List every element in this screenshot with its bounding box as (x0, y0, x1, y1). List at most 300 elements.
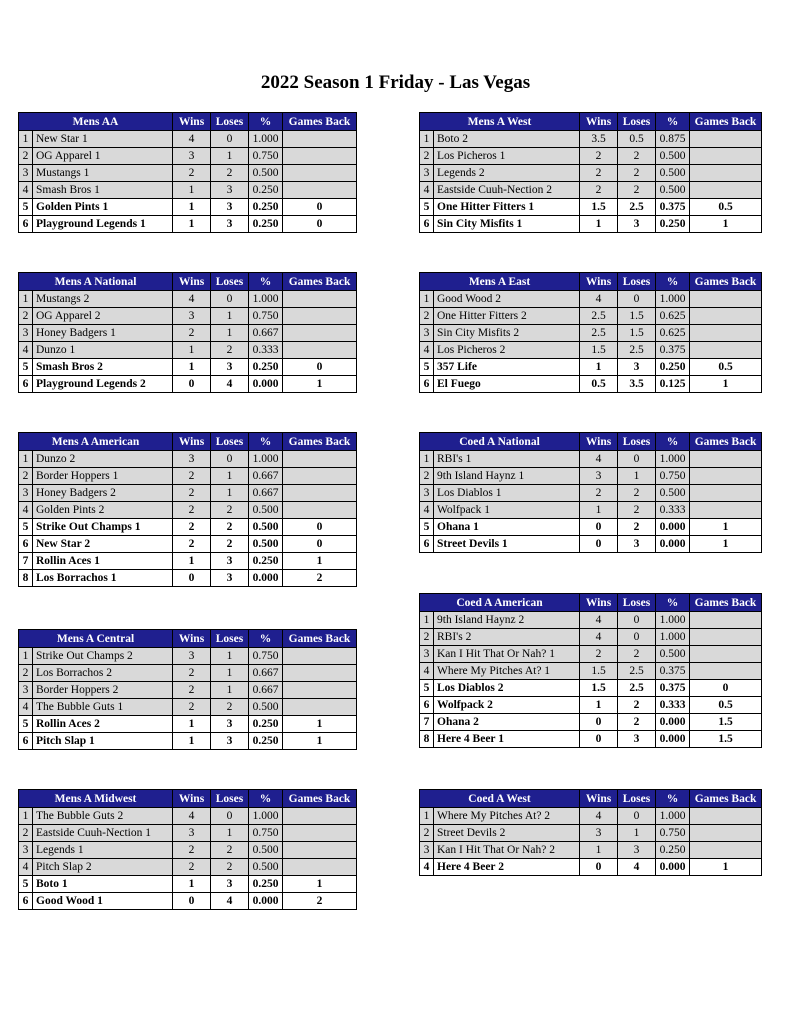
rank-cell: 2 (420, 308, 434, 325)
division-name: Coed A American (420, 594, 580, 612)
header-wins: Wins (173, 433, 211, 451)
table-header-row (19, 433, 357, 451)
table-row (420, 859, 762, 876)
team-name: Strike Out Champs 1 (33, 519, 173, 536)
rank-cell: 3 (19, 325, 33, 342)
rank-cell: 3 (420, 485, 434, 502)
wins-cell: 2 (173, 842, 211, 859)
team-name: Los Borrachos 2 (33, 665, 173, 682)
rank-cell: 1 (19, 451, 33, 468)
loses-cell: 3 (211, 216, 249, 233)
rank-cell: 1 (420, 808, 434, 825)
rank-cell: 1 (420, 612, 434, 629)
rank-cell: 7 (420, 714, 434, 731)
loses-cell: 0.5 (618, 131, 656, 148)
rank-cell: 2 (19, 665, 33, 682)
team-name: 9th Island Haynz 2 (434, 612, 580, 629)
wins-cell: 3 (580, 825, 618, 842)
wins-cell: 3 (173, 451, 211, 468)
games-back-cell (690, 451, 762, 468)
wins-cell: 0.5 (580, 376, 618, 393)
header-pct: % (656, 790, 690, 808)
pct-cell: 0.000 (656, 714, 690, 731)
games-back-cell: 1 (690, 859, 762, 876)
division-name: Mens A Central (19, 630, 173, 648)
games-back-cell: 1 (690, 519, 762, 536)
header-wins: Wins (173, 273, 211, 291)
division-name: Mens A East (420, 273, 580, 291)
team-name: Pitch Slap 2 (33, 859, 173, 876)
table-row (420, 808, 762, 825)
rank-cell: 4 (19, 859, 33, 876)
table-row (19, 893, 357, 910)
header-games-back: Games Back (283, 433, 357, 451)
table-row (19, 468, 357, 485)
games-back-cell (690, 148, 762, 165)
rank-cell: 5 (19, 199, 33, 216)
table-row (19, 536, 357, 553)
games-back-cell (690, 663, 762, 680)
division-name: Coed A West (420, 790, 580, 808)
pct-cell: 0.667 (249, 682, 283, 699)
table-header-row (19, 630, 357, 648)
team-name: Legends 2 (434, 165, 580, 182)
pct-cell: 0.750 (249, 148, 283, 165)
loses-cell: 2 (211, 519, 249, 536)
header-games-back: Games Back (690, 790, 762, 808)
rank-cell: 3 (19, 165, 33, 182)
rank-cell: 3 (420, 325, 434, 342)
loses-cell: 2 (211, 842, 249, 859)
header-pct: % (656, 433, 690, 451)
wins-cell: 2 (173, 519, 211, 536)
pct-cell: 0.750 (656, 468, 690, 485)
header-games-back: Games Back (283, 273, 357, 291)
team-name: RBI's 2 (434, 629, 580, 646)
games-back-cell: 0 (283, 536, 357, 553)
team-name: Honey Badgers 2 (33, 485, 173, 502)
loses-cell: 3 (211, 716, 249, 733)
wins-cell: 2 (173, 699, 211, 716)
rank-cell: 8 (420, 731, 434, 748)
loses-cell: 0 (211, 451, 249, 468)
table-row (420, 731, 762, 748)
header-games-back: Games Back (283, 113, 357, 131)
loses-cell: 3 (618, 536, 656, 553)
table-row (19, 451, 357, 468)
team-name: 357 Life (434, 359, 580, 376)
loses-cell: 2 (618, 697, 656, 714)
rank-cell: 3 (19, 485, 33, 502)
pct-cell: 0.333 (249, 342, 283, 359)
wins-cell: 1 (173, 553, 211, 570)
wins-cell: 2.5 (580, 325, 618, 342)
loses-cell: 2 (211, 859, 249, 876)
wins-cell: 2 (173, 859, 211, 876)
rank-cell: 4 (420, 663, 434, 680)
wins-cell: 4 (173, 808, 211, 825)
table-row (420, 697, 762, 714)
team-name: Here 4 Beer 2 (434, 859, 580, 876)
header-games-back: Games Back (690, 113, 762, 131)
page-title: 2022 Season 1 Friday - Las Vegas (260, 72, 531, 93)
wins-cell: 2 (173, 165, 211, 182)
games-back-cell: 1 (283, 553, 357, 570)
loses-cell: 4 (211, 376, 249, 393)
team-name: Ohana 2 (434, 714, 580, 731)
table-row (420, 308, 762, 325)
header-loses: Loses (618, 113, 656, 131)
rank-cell: 1 (420, 291, 434, 308)
rank-cell: 3 (19, 842, 33, 859)
wins-cell: 3 (580, 468, 618, 485)
loses-cell: 3 (618, 359, 656, 376)
pct-cell: 0.667 (249, 468, 283, 485)
games-back-cell (283, 859, 357, 876)
loses-cell: 1.5 (618, 325, 656, 342)
team-name: OG Apparel 1 (33, 148, 173, 165)
table-row (19, 359, 357, 376)
loses-cell: 2 (618, 646, 656, 663)
pct-cell: 0.000 (249, 570, 283, 587)
wins-cell: 2 (173, 502, 211, 519)
rank-cell: 7 (19, 553, 33, 570)
table-row (19, 519, 357, 536)
loses-cell: 3 (211, 199, 249, 216)
table-row (420, 376, 762, 393)
wins-cell: 2.5 (580, 308, 618, 325)
table-row (420, 714, 762, 731)
wins-cell: 4 (173, 291, 211, 308)
wins-cell: 1.5 (580, 199, 618, 216)
rank-cell: 1 (420, 131, 434, 148)
games-back-cell (283, 342, 357, 359)
team-name: Here 4 Beer 1 (434, 731, 580, 748)
rank-cell: 6 (19, 376, 33, 393)
wins-cell: 1 (173, 876, 211, 893)
pct-cell: 0.250 (656, 359, 690, 376)
pct-cell: 0.667 (249, 485, 283, 502)
team-name: Border Hoppers 1 (33, 468, 173, 485)
games-back-cell: 0 (283, 519, 357, 536)
table-row (19, 699, 357, 716)
rank-cell: 6 (19, 216, 33, 233)
games-back-cell (283, 808, 357, 825)
loses-cell: 2 (211, 502, 249, 519)
loses-cell: 2 (618, 519, 656, 536)
rank-cell: 4 (19, 502, 33, 519)
header-pct: % (249, 433, 283, 451)
wins-cell: 1 (173, 199, 211, 216)
rank-cell: 6 (19, 536, 33, 553)
team-name: Eastside Cuuh-Nection 1 (33, 825, 173, 842)
table-row (19, 553, 357, 570)
team-name: Street Devils 1 (434, 536, 580, 553)
wins-cell: 2 (173, 682, 211, 699)
games-back-cell (690, 808, 762, 825)
games-back-cell (690, 842, 762, 859)
rank-cell: 1 (19, 808, 33, 825)
loses-cell: 1.5 (618, 308, 656, 325)
rank-cell: 3 (420, 842, 434, 859)
loses-cell: 1 (211, 682, 249, 699)
table-row (420, 342, 762, 359)
games-back-cell: 1 (283, 733, 357, 750)
division-name: Mens A West (420, 113, 580, 131)
pct-cell: 0.250 (249, 553, 283, 570)
wins-cell: 1.5 (580, 342, 618, 359)
loses-cell: 4 (618, 859, 656, 876)
loses-cell: 2 (618, 182, 656, 199)
pct-cell: 0.250 (249, 733, 283, 750)
games-back-cell (690, 308, 762, 325)
loses-cell: 2.5 (618, 342, 656, 359)
loses-cell: 1 (618, 825, 656, 842)
pct-cell: 0.625 (656, 308, 690, 325)
rank-cell: 2 (420, 148, 434, 165)
pct-cell: 1.000 (249, 451, 283, 468)
games-back-cell: 1 (690, 216, 762, 233)
games-back-cell: 1 (690, 536, 762, 553)
games-back-cell (283, 699, 357, 716)
division-name: Mens A National (19, 273, 173, 291)
games-back-cell (690, 825, 762, 842)
games-back-cell (690, 612, 762, 629)
standings-table (18, 432, 357, 587)
table-row (420, 663, 762, 680)
rank-cell: 3 (19, 682, 33, 699)
games-back-cell (283, 682, 357, 699)
table-header-row (420, 433, 762, 451)
table-row (19, 859, 357, 876)
table-row (19, 342, 357, 359)
team-name: Rollin Aces 1 (33, 553, 173, 570)
pct-cell: 0.250 (249, 199, 283, 216)
wins-cell: 3.5 (580, 131, 618, 148)
games-back-cell (283, 291, 357, 308)
table-row (19, 876, 357, 893)
games-back-cell (690, 182, 762, 199)
wins-cell: 0 (580, 731, 618, 748)
team-name: RBI's 1 (434, 451, 580, 468)
pct-cell: 0.500 (249, 536, 283, 553)
rank-cell: 1 (19, 131, 33, 148)
table-row (19, 131, 357, 148)
wins-cell: 3 (173, 825, 211, 842)
standings-table (419, 272, 762, 393)
wins-cell: 1 (580, 842, 618, 859)
games-back-cell: 1 (283, 376, 357, 393)
rank-cell: 4 (19, 342, 33, 359)
rank-cell: 6 (19, 893, 33, 910)
standings-table (419, 593, 762, 748)
team-name: New Star 1 (33, 131, 173, 148)
header-wins: Wins (173, 630, 211, 648)
pct-cell: 0.125 (656, 376, 690, 393)
header-games-back: Games Back (690, 594, 762, 612)
pct-cell: 0.500 (249, 842, 283, 859)
table-row (420, 502, 762, 519)
table-row (19, 291, 357, 308)
team-name: Boto 2 (434, 131, 580, 148)
rank-cell: 3 (420, 165, 434, 182)
loses-cell: 2.5 (618, 680, 656, 697)
loses-cell: 3 (618, 842, 656, 859)
wins-cell: 1 (580, 697, 618, 714)
team-name: Los Picheros 1 (434, 148, 580, 165)
division-name: Coed A National (420, 433, 580, 451)
pct-cell: 0.250 (249, 182, 283, 199)
loses-cell: 1 (211, 308, 249, 325)
games-back-cell (690, 325, 762, 342)
team-name: Wolfpack 1 (434, 502, 580, 519)
games-back-cell: 2 (283, 570, 357, 587)
pct-cell: 1.000 (656, 808, 690, 825)
wins-cell: 0 (580, 714, 618, 731)
pct-cell: 1.000 (656, 612, 690, 629)
wins-cell: 0 (580, 519, 618, 536)
table-row (19, 148, 357, 165)
table-header-row (420, 113, 762, 131)
team-name: Wolfpack 2 (434, 697, 580, 714)
rank-cell: 2 (19, 825, 33, 842)
table-row (420, 199, 762, 216)
games-back-cell (283, 165, 357, 182)
team-name: Los Diablos 1 (434, 485, 580, 502)
rank-cell: 2 (420, 629, 434, 646)
team-name: Honey Badgers 1 (33, 325, 173, 342)
header-pct: % (249, 273, 283, 291)
header-pct: % (656, 113, 690, 131)
header-pct: % (249, 630, 283, 648)
wins-cell: 2 (580, 485, 618, 502)
games-back-cell (690, 485, 762, 502)
rank-cell: 4 (420, 859, 434, 876)
loses-cell: 3 (211, 359, 249, 376)
games-back-cell (690, 342, 762, 359)
team-name: Ohana 1 (434, 519, 580, 536)
team-name: Sin City Misfits 1 (434, 216, 580, 233)
standings-table (18, 272, 357, 393)
games-back-cell: 1.5 (690, 731, 762, 748)
pct-cell: 1.000 (249, 291, 283, 308)
table-row (420, 451, 762, 468)
table-header-row (19, 790, 357, 808)
team-name: Good Wood 1 (33, 893, 173, 910)
table-row (19, 485, 357, 502)
table-header-row (420, 790, 762, 808)
rank-cell: 6 (420, 536, 434, 553)
rank-cell: 4 (420, 182, 434, 199)
loses-cell: 2 (618, 714, 656, 731)
pct-cell: 1.000 (656, 629, 690, 646)
loses-cell: 2.5 (618, 199, 656, 216)
pct-cell: 0.000 (656, 536, 690, 553)
games-back-cell: 1 (283, 876, 357, 893)
wins-cell: 4 (580, 808, 618, 825)
loses-cell: 2 (618, 165, 656, 182)
loses-cell: 0 (211, 808, 249, 825)
games-back-cell (283, 148, 357, 165)
table-row (420, 842, 762, 859)
loses-cell: 1 (211, 665, 249, 682)
rank-cell: 5 (19, 716, 33, 733)
wins-cell: 1.5 (580, 663, 618, 680)
header-loses: Loses (211, 113, 249, 131)
loses-cell: 2 (211, 536, 249, 553)
team-name: Dunzo 2 (33, 451, 173, 468)
pct-cell: 0.000 (656, 519, 690, 536)
table-header-row (420, 594, 762, 612)
header-pct: % (249, 790, 283, 808)
pct-cell: 0.667 (249, 325, 283, 342)
pct-cell: 0.750 (249, 648, 283, 665)
rank-cell: 5 (420, 359, 434, 376)
rank-cell: 2 (19, 308, 33, 325)
pct-cell: 0.000 (656, 731, 690, 748)
loses-cell: 0 (211, 291, 249, 308)
loses-cell: 3 (211, 570, 249, 587)
team-name: Rollin Aces 2 (33, 716, 173, 733)
games-back-cell (690, 165, 762, 182)
rank-cell: 6 (420, 697, 434, 714)
wins-cell: 1 (173, 342, 211, 359)
header-wins: Wins (173, 790, 211, 808)
table-header-row (19, 113, 357, 131)
table-row (420, 825, 762, 842)
pct-cell: 0.000 (249, 376, 283, 393)
table-row (420, 680, 762, 697)
loses-cell: 2.5 (618, 663, 656, 680)
rank-cell: 5 (420, 199, 434, 216)
header-wins: Wins (580, 273, 618, 291)
team-name: Dunzo 1 (33, 342, 173, 359)
table-row (19, 216, 357, 233)
table-row (420, 291, 762, 308)
games-back-cell (283, 485, 357, 502)
header-wins: Wins (580, 433, 618, 451)
loses-cell: 3.5 (618, 376, 656, 393)
header-loses: Loses (618, 433, 656, 451)
wins-cell: 3 (173, 648, 211, 665)
pct-cell: 0.500 (656, 165, 690, 182)
rank-cell: 4 (420, 502, 434, 519)
loses-cell: 1 (618, 468, 656, 485)
pct-cell: 0.500 (656, 485, 690, 502)
wins-cell: 2 (580, 148, 618, 165)
header-wins: Wins (580, 790, 618, 808)
wins-cell: 3 (173, 148, 211, 165)
loses-cell: 2 (618, 148, 656, 165)
table-row (420, 325, 762, 342)
loses-cell: 3 (211, 182, 249, 199)
table-row (19, 842, 357, 859)
rank-cell: 2 (19, 468, 33, 485)
pct-cell: 0.750 (656, 825, 690, 842)
loses-cell: 0 (211, 131, 249, 148)
loses-cell: 0 (618, 808, 656, 825)
games-back-cell: 0 (283, 359, 357, 376)
games-back-cell: 1 (283, 716, 357, 733)
loses-cell: 3 (618, 216, 656, 233)
team-name: Los Borrachos 1 (33, 570, 173, 587)
standings-table (18, 629, 357, 750)
wins-cell: 0 (173, 376, 211, 393)
wins-cell: 0 (173, 893, 211, 910)
games-back-cell: 0.5 (690, 199, 762, 216)
team-name: Playground Legends 2 (33, 376, 173, 393)
table-row (19, 182, 357, 199)
